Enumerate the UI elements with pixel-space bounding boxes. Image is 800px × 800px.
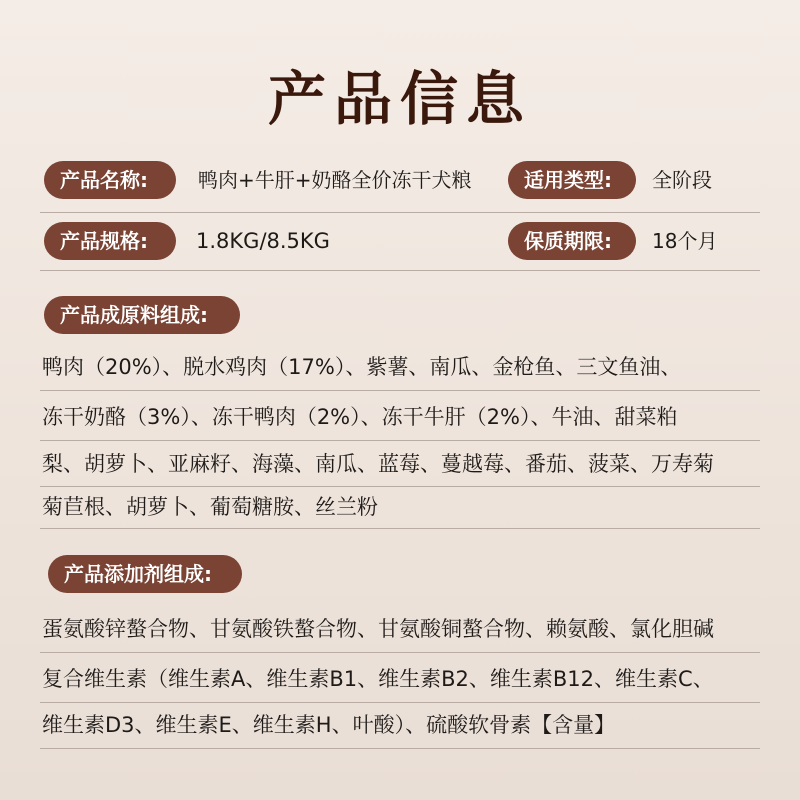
additives-line: 维生素D3、维生素E、维生素H、叶酸）、硫酸软骨素【含量】 xyxy=(42,713,616,737)
shelf-life-label: 保质期限: xyxy=(508,222,636,260)
ingredients-line: 梨、胡萝卜、亚麻籽、海藻、南瓜、蓝莓、蔓越莓、番茄、菠菜、万寿菊 xyxy=(42,452,714,476)
additives-line: 复合维生素（维生素A、维生素B1、维生素B2、维生素B12、维生素C、 xyxy=(42,667,714,691)
applicable-type-label: 适用类型: xyxy=(508,161,636,199)
product-spec-label: 产品规格: xyxy=(44,222,176,260)
additives-heading: 产品添加剂组成: xyxy=(48,555,242,593)
divider xyxy=(40,486,760,487)
applicable-type-value: 全阶段 xyxy=(652,168,712,192)
divider xyxy=(40,390,760,391)
divider xyxy=(40,652,760,653)
ingredients-heading: 产品成原料组成: xyxy=(44,296,240,334)
divider xyxy=(40,270,760,271)
page-title: 产品信息 xyxy=(267,65,532,133)
divider xyxy=(40,440,760,441)
product-spec-value: 1.8KG/8.5KG xyxy=(196,229,330,253)
shelf-life-value: 18个月 xyxy=(652,229,718,253)
product-name-value: 鸭肉+牛肝+奶酪全价冻干犬粮 xyxy=(198,168,472,192)
ingredients-line: 菊苣根、胡萝卜、葡萄糖胺、丝兰粉 xyxy=(42,495,378,519)
divider xyxy=(40,212,760,213)
ingredients-line: 冻干奶酪（3%）、冻干鸭肉（2%）、冻干牛肝（2%）、牛油、甜菜粕 xyxy=(42,405,678,429)
divider xyxy=(40,702,760,703)
ingredients-line: 鸭肉（20%）、脱水鸡肉（17%）、紫薯、南瓜、金枪鱼、三文鱼油、 xyxy=(42,355,682,379)
product-name-label: 产品名称: xyxy=(44,161,176,199)
divider xyxy=(40,528,760,529)
divider xyxy=(40,748,760,749)
additives-line: 蛋氨酸锌螯合物、甘氨酸铁螯合物、甘氨酸铜螯合物、赖氨酸、氯化胆碱 xyxy=(42,617,714,641)
